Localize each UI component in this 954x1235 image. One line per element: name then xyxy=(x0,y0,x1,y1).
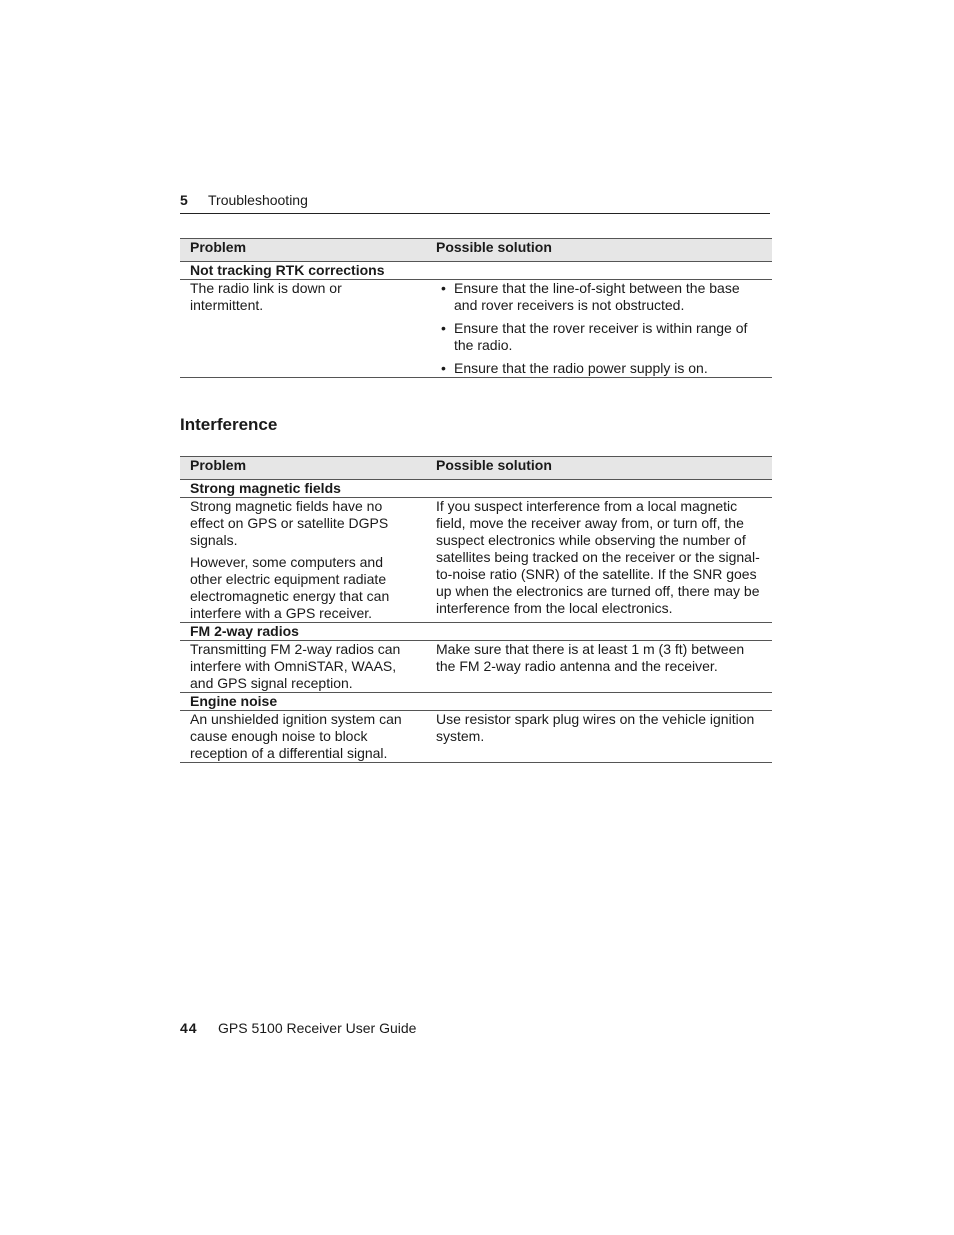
problem-cell xyxy=(180,711,426,763)
column-header-problem: Problem xyxy=(180,457,426,480)
list-item: • Ensure that the radio power supply is on. xyxy=(441,360,708,376)
group-title: Strong magnetic fields xyxy=(180,480,772,498)
list-item: • Ensure that the line-of-sight between the base and rover receivers is not obstructed. xyxy=(441,280,740,313)
problem-paragraph: However, some computers and other electric equipment radiate electromagnetic energy that can interfere with a GPS receiver. xyxy=(190,554,390,621)
problem-cell xyxy=(180,641,426,693)
table-row xyxy=(180,498,772,623)
column-header-solution: Possible solution xyxy=(426,457,772,480)
table-group-row xyxy=(180,262,772,280)
document-title: GPS 5100 Receiver User Guide xyxy=(218,1020,417,1036)
chapter-title: Troubleshooting xyxy=(208,192,308,208)
table-header-row xyxy=(180,457,772,480)
problem-cell: The radio link is down or intermittent. xyxy=(180,280,426,378)
bullet-icon: • xyxy=(441,280,446,296)
interference-table xyxy=(180,456,772,763)
running-header xyxy=(180,192,770,214)
group-title: Not tracking RTK corrections xyxy=(180,262,772,280)
table-row xyxy=(180,280,772,378)
section-title: Interference xyxy=(180,415,278,434)
table-group-row xyxy=(180,623,772,641)
bullet-icon: • xyxy=(441,320,446,336)
table-row xyxy=(180,711,772,763)
group-title: Engine noise xyxy=(180,693,772,711)
column-header-problem: Problem xyxy=(180,239,426,262)
problem-cell xyxy=(180,498,426,623)
problem-paragraph: Strong magnetic fields have no effect on GPS or satellite DGPS signals. xyxy=(190,498,389,548)
problem-paragraph: An unshielded ignition system can cause enough noise to block reception of a differential signal. xyxy=(190,711,402,761)
solution-list xyxy=(436,280,762,377)
page-number: 44 xyxy=(180,1020,198,1036)
table-group-row xyxy=(180,480,772,498)
problem-paragraph: Transmitting FM 2-way radios can interfere with OmniSTAR, WAAS, and GPS signal reception. xyxy=(190,641,401,691)
table-group-row xyxy=(180,693,772,711)
solution-cell: Use resistor spark plug wires on the vehicle ignition system. xyxy=(426,711,772,763)
list-item: • Ensure that the rover receiver is within range of the radio. xyxy=(441,320,748,353)
solution-cell: If you suspect interference from a local magnetic field, move the receiver away from, or turn off, the suspect electronics while observing the number of satellites being tracked on the receiver or the signal-to-noise ratio (SNR) of the satellite. If the SNR goes up when the electronics are turned off, there may be interference from the local electronics. xyxy=(426,498,772,623)
table-row xyxy=(180,641,772,693)
solution-cell xyxy=(426,280,772,378)
group-title: FM 2-way radios xyxy=(180,623,772,641)
bullet-icon: • xyxy=(441,360,446,376)
table-header-row xyxy=(180,239,772,262)
chapter-number: 5 xyxy=(180,192,188,208)
rtk-troubleshooting-table xyxy=(180,238,772,378)
solution-cell: Make sure that there is at least 1 m (3 ft) between the FM 2-way radio antenna and the receiver. xyxy=(426,641,772,693)
column-header-solution: Possible solution xyxy=(426,239,772,262)
running-footer xyxy=(180,1020,416,1036)
